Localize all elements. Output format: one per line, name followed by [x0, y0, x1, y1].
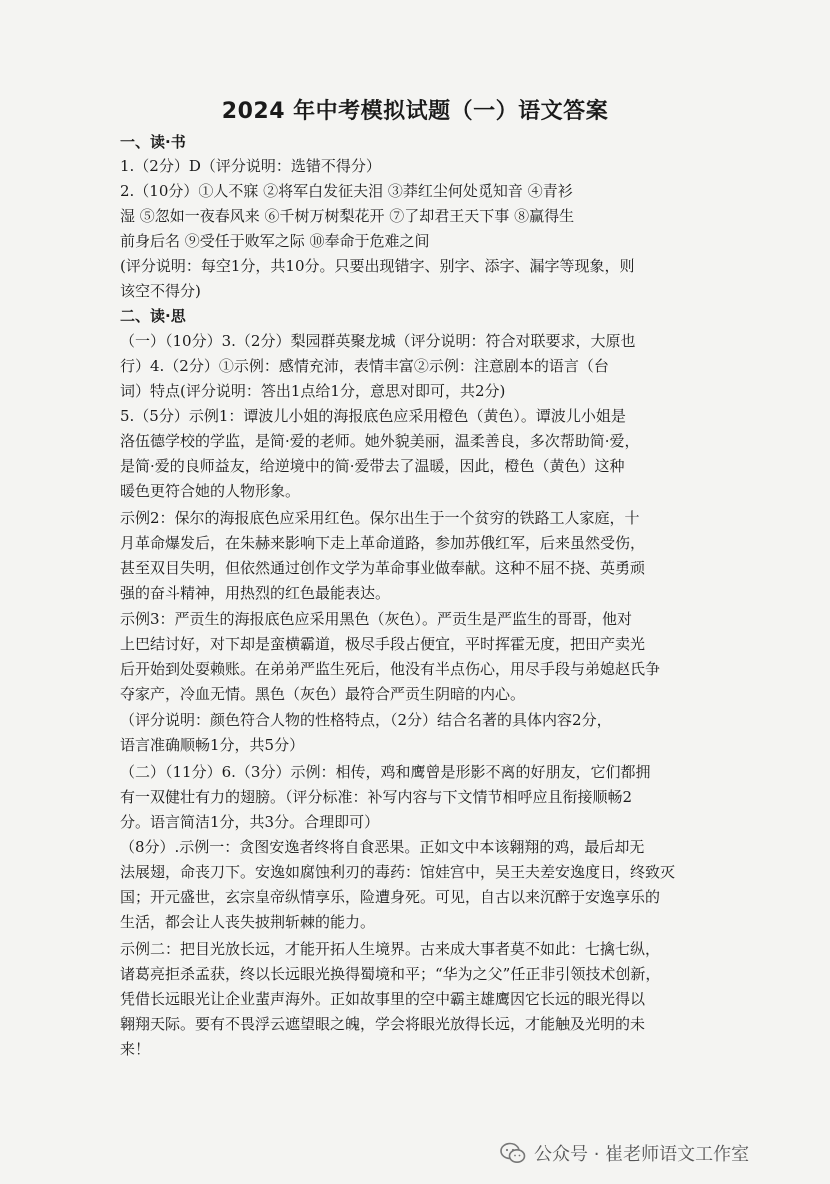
answer-line: 是简·爱的良师益友，给逆境中的简·爱带去了温暖，因此，橙色（黄色）这种	[120, 457, 625, 475]
answer-line: 湿 ⑤忽如一夜春风来 ⑥千树万树梨花开 ⑦了却君王天下事 ⑧赢得生	[120, 207, 575, 225]
answer-line: 甚至双目失明，但依然通过创作文学为革命事业做奉献。这种不屈不挠、英勇顽	[120, 559, 646, 577]
answer-line: 国；开元盛世，玄宗皇帝纵情享乐，险遭身死。可见，自古以来沉醉于安逸享乐的	[120, 888, 661, 906]
answer-line: 分。语言简洁1分，共3分。合理即可）	[120, 813, 380, 831]
section-heading: 二、读·思	[120, 307, 186, 325]
answer-line: 凭借长远眼光让企业蜚声海外。正如故事里的空中霸主雄鹰因它长远的眼光得以	[120, 990, 646, 1008]
answer-line: 前身后名 ⑨受任于败军之际 ⑩奉命于危难之间	[120, 232, 430, 250]
wechat-icon	[500, 1142, 526, 1164]
section-heading: 一、读·书	[120, 133, 186, 151]
answer-line: 月革命爆发后，在朱赫来影响下走上革命道路，参加苏俄红军，后来虽然受伤，	[120, 534, 646, 552]
watermark	[500, 1140, 749, 1166]
answer-line: 上巴结讨好，对下却是蛮横霸道，极尽手段占便宜，平时挥霍无度，把田产卖光	[120, 635, 646, 653]
answer-line: 行）4.（2分）①示例：感情充沛，表情丰富②示例：注意剧本的语言（台	[120, 357, 609, 375]
answer-line: (评分说明：每空1分，共10分。只要出现错字、别字、添字、漏字等现象，则	[120, 257, 635, 275]
answer-line: 洛伍德学校的学监，是简·爱的老师。她外貌美丽，温柔善良，多次帮助简·爱，	[120, 432, 640, 450]
answer-line: 2.（10分）①人不寐 ②将军白发征夫泪 ③莽红尘何处觅知音 ④青衫	[120, 182, 573, 200]
page-title: 2024 年中考模拟试题（一）语文答案	[221, 99, 609, 124]
answer-line: （8分）.示例一：贪图安逸者终将自食恶果。正如文中本该翱翔的鸡，最后却无	[120, 838, 645, 856]
answer-line: 示例3：严贡生的海报底色应采用黑色（灰色）。严贡生是严监生的哥哥，他对	[120, 610, 633, 628]
answer-line: 法展翅，命丧刀下。安逸如腐蚀利刃的毒药：馆娃宫中，吴王夫差安逸度日，终致灭	[120, 863, 676, 881]
answer-line: 语言准确顺畅1分，共5分）	[120, 736, 305, 754]
answer-line: 该空不得分)	[120, 282, 201, 300]
answer-line: 诸葛亮拒杀孟获，终以长远眼光换得蜀境和平；“华为之父”任正非引领技术创新，	[120, 965, 661, 983]
answer-line: 来！	[120, 1040, 151, 1058]
watermark-text: 公众号 · 崔老师语文工作室	[534, 1144, 750, 1165]
answer-line: 示例二：把目光放长远，才能开拓人生境界。古来成大事者莫不如此：七擒七纵，	[120, 940, 661, 958]
answer-line: 翱翔天际。要有不畏浮云遮望眼之魄，学会将眼光放得长远，才能触及光明的未	[120, 1015, 646, 1033]
answer-line: （二）（11分）6.（3分）示例：相传，鸡和鹰曾是形影不离的好朋友，它们都拥	[120, 763, 651, 781]
answer-line: 暖色更符合她的人物形象。	[120, 482, 301, 500]
answer-line: 5.（5分）示例1：谭波儿小姐的海报底色应采用橙色（黄色）。谭波儿小姐是	[120, 407, 626, 425]
answer-line: 1.（2分）D（评分说明：选错不得分）	[120, 157, 381, 175]
answer-line: 后开始到处耍赖账。在弟弟严监生死后，他没有半点伤心，用尽手段与弟媳赵氏争	[120, 660, 661, 678]
answer-line: 有一双健壮有力的翅膀。（评分标准：补写内容与下文情节相呼应且衔接顺畅2	[120, 788, 633, 806]
answer-line: 示例2：保尔的海报底色应采用红色。保尔出生于一个贫穷的铁路工人家庭，十	[120, 509, 640, 527]
answer-line: 生活，都会让人丧失披荆斩棘的能力。	[120, 913, 376, 931]
answer-line: （一）（10分）3.（2分）梨园群英聚龙城（评分说明：符合对联要求，大原也	[120, 332, 636, 350]
answer-line: 强的奋斗精神，用热烈的红色最能表达。	[120, 584, 391, 602]
answer-line: 词）特点(评分说明：答出1点给1分，意思对即可，共2分)	[120, 382, 506, 400]
answer-line: 夺家产，冷血无情。黑色（灰色）最符合严贡生阴暗的内心。	[120, 685, 526, 703]
answer-line: （评分说明：颜色符合人物的性格特点，（2分）结合名著的具体内容2分，	[120, 711, 612, 729]
